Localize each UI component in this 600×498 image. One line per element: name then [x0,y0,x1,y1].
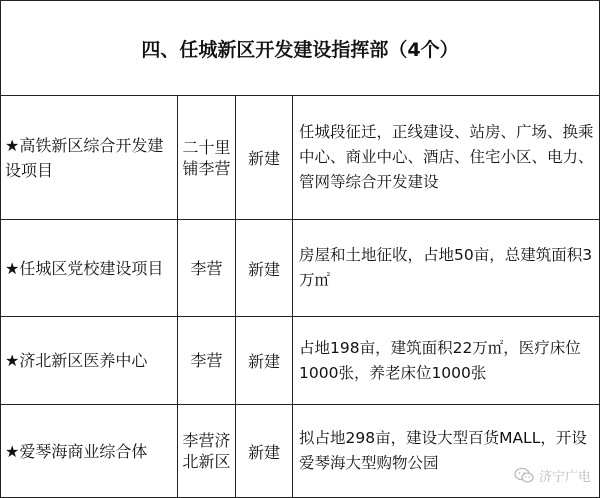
project-location: 李营济北新区 [178,405,236,498]
project-location: 李营 [178,317,236,405]
project-type: 新建 [236,405,293,498]
table-row [1,405,600,498]
project-name: ★任城区党校建设项目 [1,220,178,317]
project-description: 占地198亩，建筑面积22万㎡，医疗床位1000张，养老床位1000张 [293,317,600,405]
table-row [1,317,600,405]
table-row [1,96,600,220]
project-location: 二十里铺李营 [178,96,236,220]
project-description: 房屋和土地征收，占地50亩，总建筑面积3万㎡ [293,220,600,317]
project-description: 任城段征迁，正线建设、站房、广场、换乘中心、商业中心、酒店、住宅小区、电力、管网等综合开发建设 [293,96,600,220]
project-type: 新建 [236,220,293,317]
wechat-icon [514,467,534,484]
project-location: 李营 [178,220,236,317]
project-name: ★济北新区医养中心 [1,317,178,405]
table-header-row [1,1,600,96]
project-type: 新建 [236,96,293,220]
project-description: 拟占地298亩，建设大型百货MALL，开设爱琴海大型购物公园 [293,405,600,498]
project-type: 新建 [236,317,293,405]
watermark [511,465,594,486]
project-name: ★高铁新区综合开发建设项目 [1,96,178,220]
section-title: 四、任城新区开发建设指挥部（4个） [1,1,600,96]
table-row [1,220,600,317]
watermark-text: 济宁广电 [538,470,591,485]
project-name: ★爱琴海商业综合体 [1,405,178,498]
